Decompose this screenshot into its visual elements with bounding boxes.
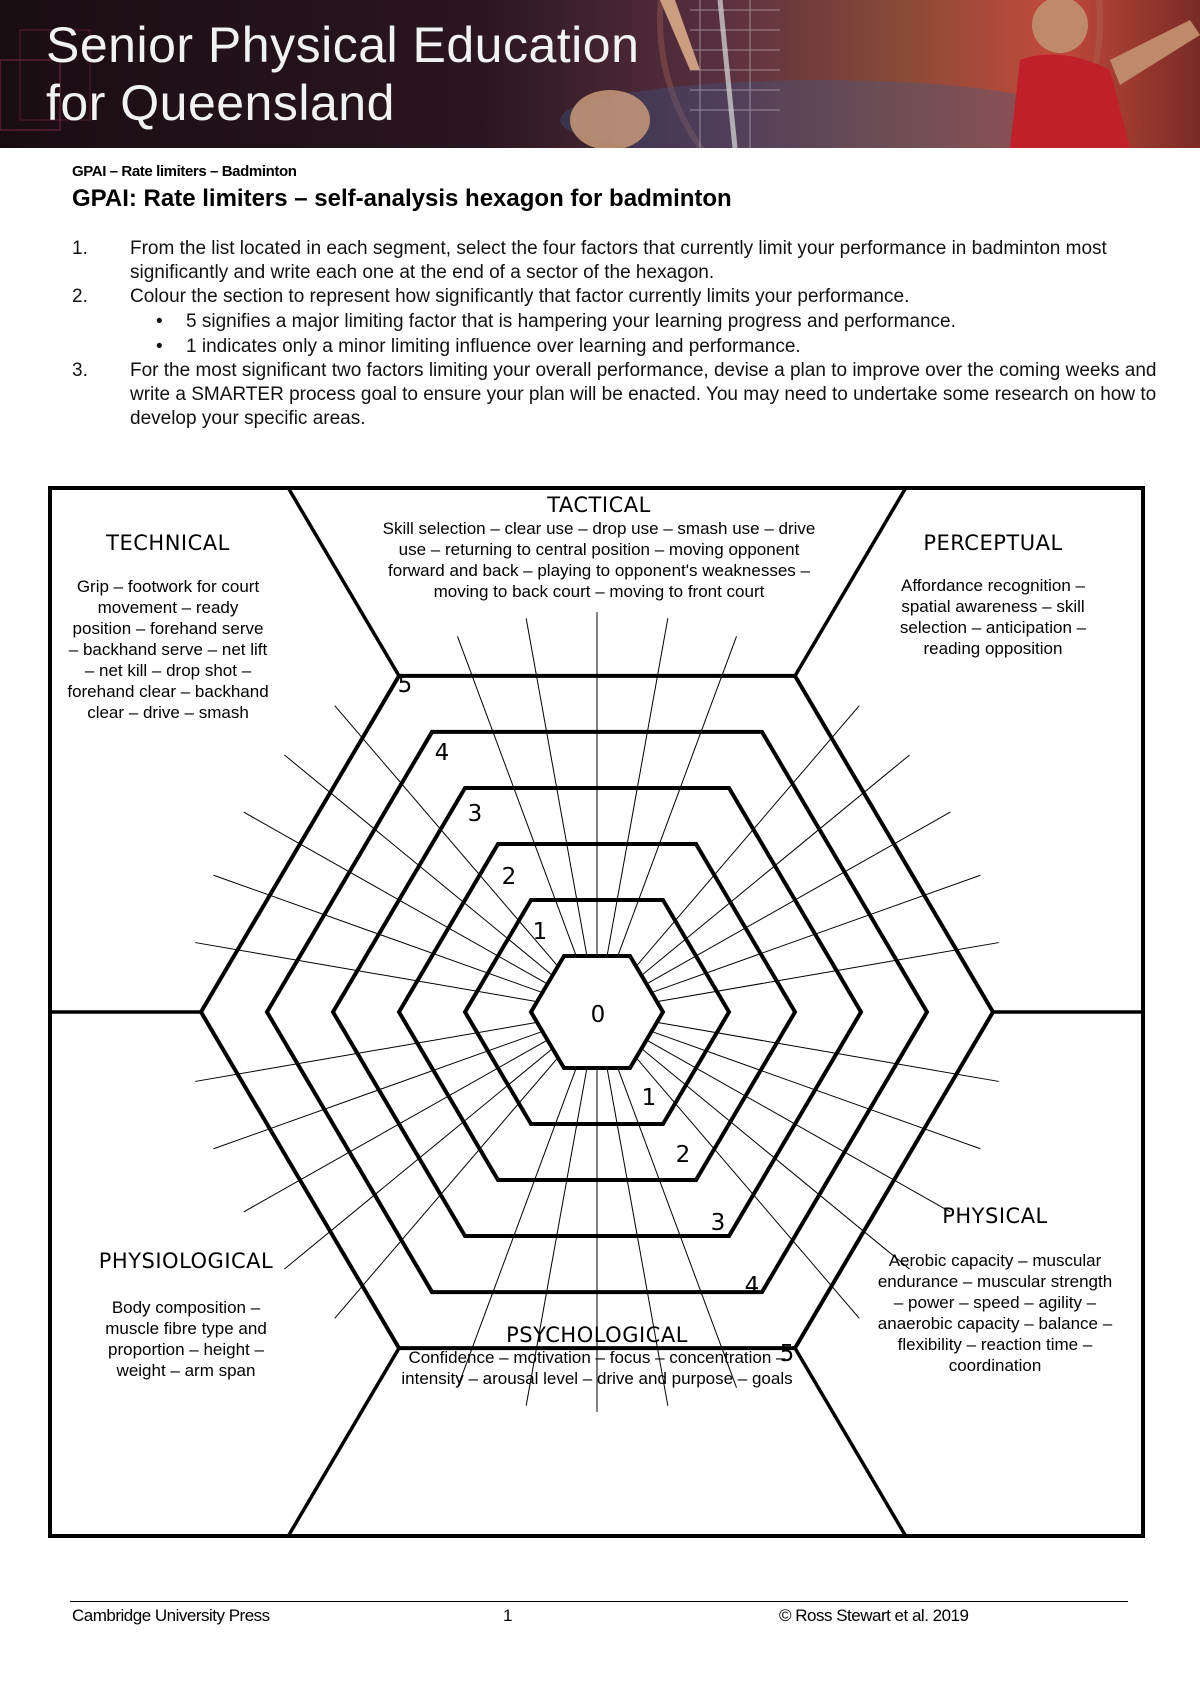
segment-text-physical: coordination — [948, 1356, 1042, 1375]
segment-text-perceptual: spatial awareness – skill — [901, 597, 1085, 616]
bullet-text: 5 signifies a major limiting factor that is hampering your learning progress and performance. — [186, 311, 956, 332]
segment-text-technical: – backhand serve – net lift — [68, 640, 268, 659]
segment-text-tactical: moving to back court – moving to front court — [433, 582, 765, 601]
level-label: 1 — [532, 919, 548, 945]
level-label: 0 — [590, 1002, 606, 1028]
rating-spoke — [647, 1040, 950, 1212]
sector-divider — [795, 1348, 906, 1536]
level-label: 1 — [641, 1085, 657, 1111]
segment-text-technical: Grip – footwork for court — [76, 577, 260, 596]
segment-text-technical: – net kill – drop shot – — [84, 661, 252, 680]
footer-copyright: © Ross Stewart et al. 2019 — [779, 1606, 969, 1625]
segment-title-perceptual: PERCEPTUAL — [923, 531, 1063, 555]
level-label: 3 — [710, 1210, 726, 1236]
banner-title-line1: Senior Physical Education — [46, 17, 640, 73]
instruction-number: 3. — [72, 360, 88, 381]
bullet-text: 1 indicates only a minor limiting influence over learning and performance. — [186, 336, 801, 357]
segment-text-psychological: intensity – arousal level – drive and purpose – goals — [401, 1369, 793, 1388]
segment-text-physical: endurance – muscular strength — [877, 1272, 1113, 1291]
rating-spoke — [647, 812, 950, 984]
rating-spoke — [457, 636, 577, 958]
footer-page-number: 1 — [503, 1606, 512, 1625]
segment-text-physiological: proportion – height – — [108, 1340, 264, 1359]
footer-publisher: Cambridge University Press — [72, 1606, 270, 1625]
segment-text-tactical: use – returning to central position – moving opponent — [398, 540, 800, 559]
level-label: 2 — [675, 1142, 691, 1168]
segment-text-perceptual: Affordance recognition – — [901, 576, 1085, 595]
segment-text-physical: – power – speed – agility – — [893, 1293, 1097, 1312]
segment-text-physiological: Body composition – — [111, 1298, 261, 1317]
page-title: GPAI: Rate limiters – self-analysis hexagon for badminton — [72, 185, 732, 212]
segment-text-physiological: weight – arm span — [116, 1361, 256, 1380]
level-label: 2 — [501, 864, 517, 890]
segment-title-tactical: TACTICAL — [547, 493, 651, 517]
level-label: 3 — [467, 801, 483, 827]
level-label: 4 — [434, 740, 450, 766]
segment-text-psychological: Confidence – motivation – focus – concentration – — [408, 1348, 786, 1367]
segment-text-technical: forehand clear – backhand — [67, 682, 269, 701]
instruction-text: From the list located in each segment, select the four factors that currently limit your performance in badminton most significantly and write each one at the end of a sector of the hexagon. — [130, 238, 1107, 283]
segment-text-technical: clear – drive – smash — [87, 703, 249, 722]
sector-divider — [288, 488, 399, 676]
segment-text-tactical: forward and back – playing to opponent's weaknesses – — [388, 561, 810, 580]
sector-divider — [795, 488, 906, 676]
segment-text-technical: movement – ready — [97, 598, 239, 617]
segment-text-physical: flexibility – reaction time – — [897, 1335, 1093, 1354]
segment-text-physical: Aerobic capacity – muscular — [888, 1251, 1102, 1270]
segment-title-psychological: PSYCHOLOGICAL — [506, 1323, 688, 1347]
rating-spoke — [617, 636, 737, 958]
footer-rule — [70, 1601, 1128, 1602]
level-label: 4 — [744, 1273, 760, 1299]
segment-text-tactical: Skill selection – clear use – drop use – smash use – drive — [382, 519, 816, 538]
level-label: 5 — [779, 1341, 795, 1367]
segment-title-physical: PHYSICAL — [942, 1204, 1048, 1228]
instruction-text: Colour the section to represent how significantly that factor currently limits your performance. — [130, 286, 910, 307]
rating-spoke — [244, 812, 547, 984]
segment-text-physical: anaerobic capacity – balance – — [877, 1314, 1113, 1333]
segment-title-physiological: PHYSIOLOGICAL — [98, 1249, 274, 1273]
rating-spoke — [244, 1040, 547, 1212]
sector-divider — [288, 1348, 399, 1536]
instruction-number: 1. — [72, 238, 88, 259]
instruction-number: 2. — [72, 286, 88, 307]
breadcrumb: GPAI – Rate limiters – Badminton — [72, 163, 297, 180]
segment-text-perceptual: selection – anticipation – — [899, 618, 1087, 637]
segment-title-technical: TECHNICAL — [106, 531, 230, 555]
segment-text-technical: position – forehand serve — [72, 619, 264, 638]
banner-title-line2: for Queensland — [46, 75, 395, 131]
segment-text-perceptual: reading opposition — [923, 639, 1063, 658]
segment-text-physiological: muscle fibre type and — [105, 1319, 267, 1338]
level-label: 5 — [397, 672, 413, 698]
instruction-text: For the most significant two factors limiting your overall performance, devise a plan to improve over the coming weeks and write a SMARTER process goal to ensure your plan will be enacted. You may need to undertake some research on how to develop your specific areas. — [130, 360, 1157, 429]
